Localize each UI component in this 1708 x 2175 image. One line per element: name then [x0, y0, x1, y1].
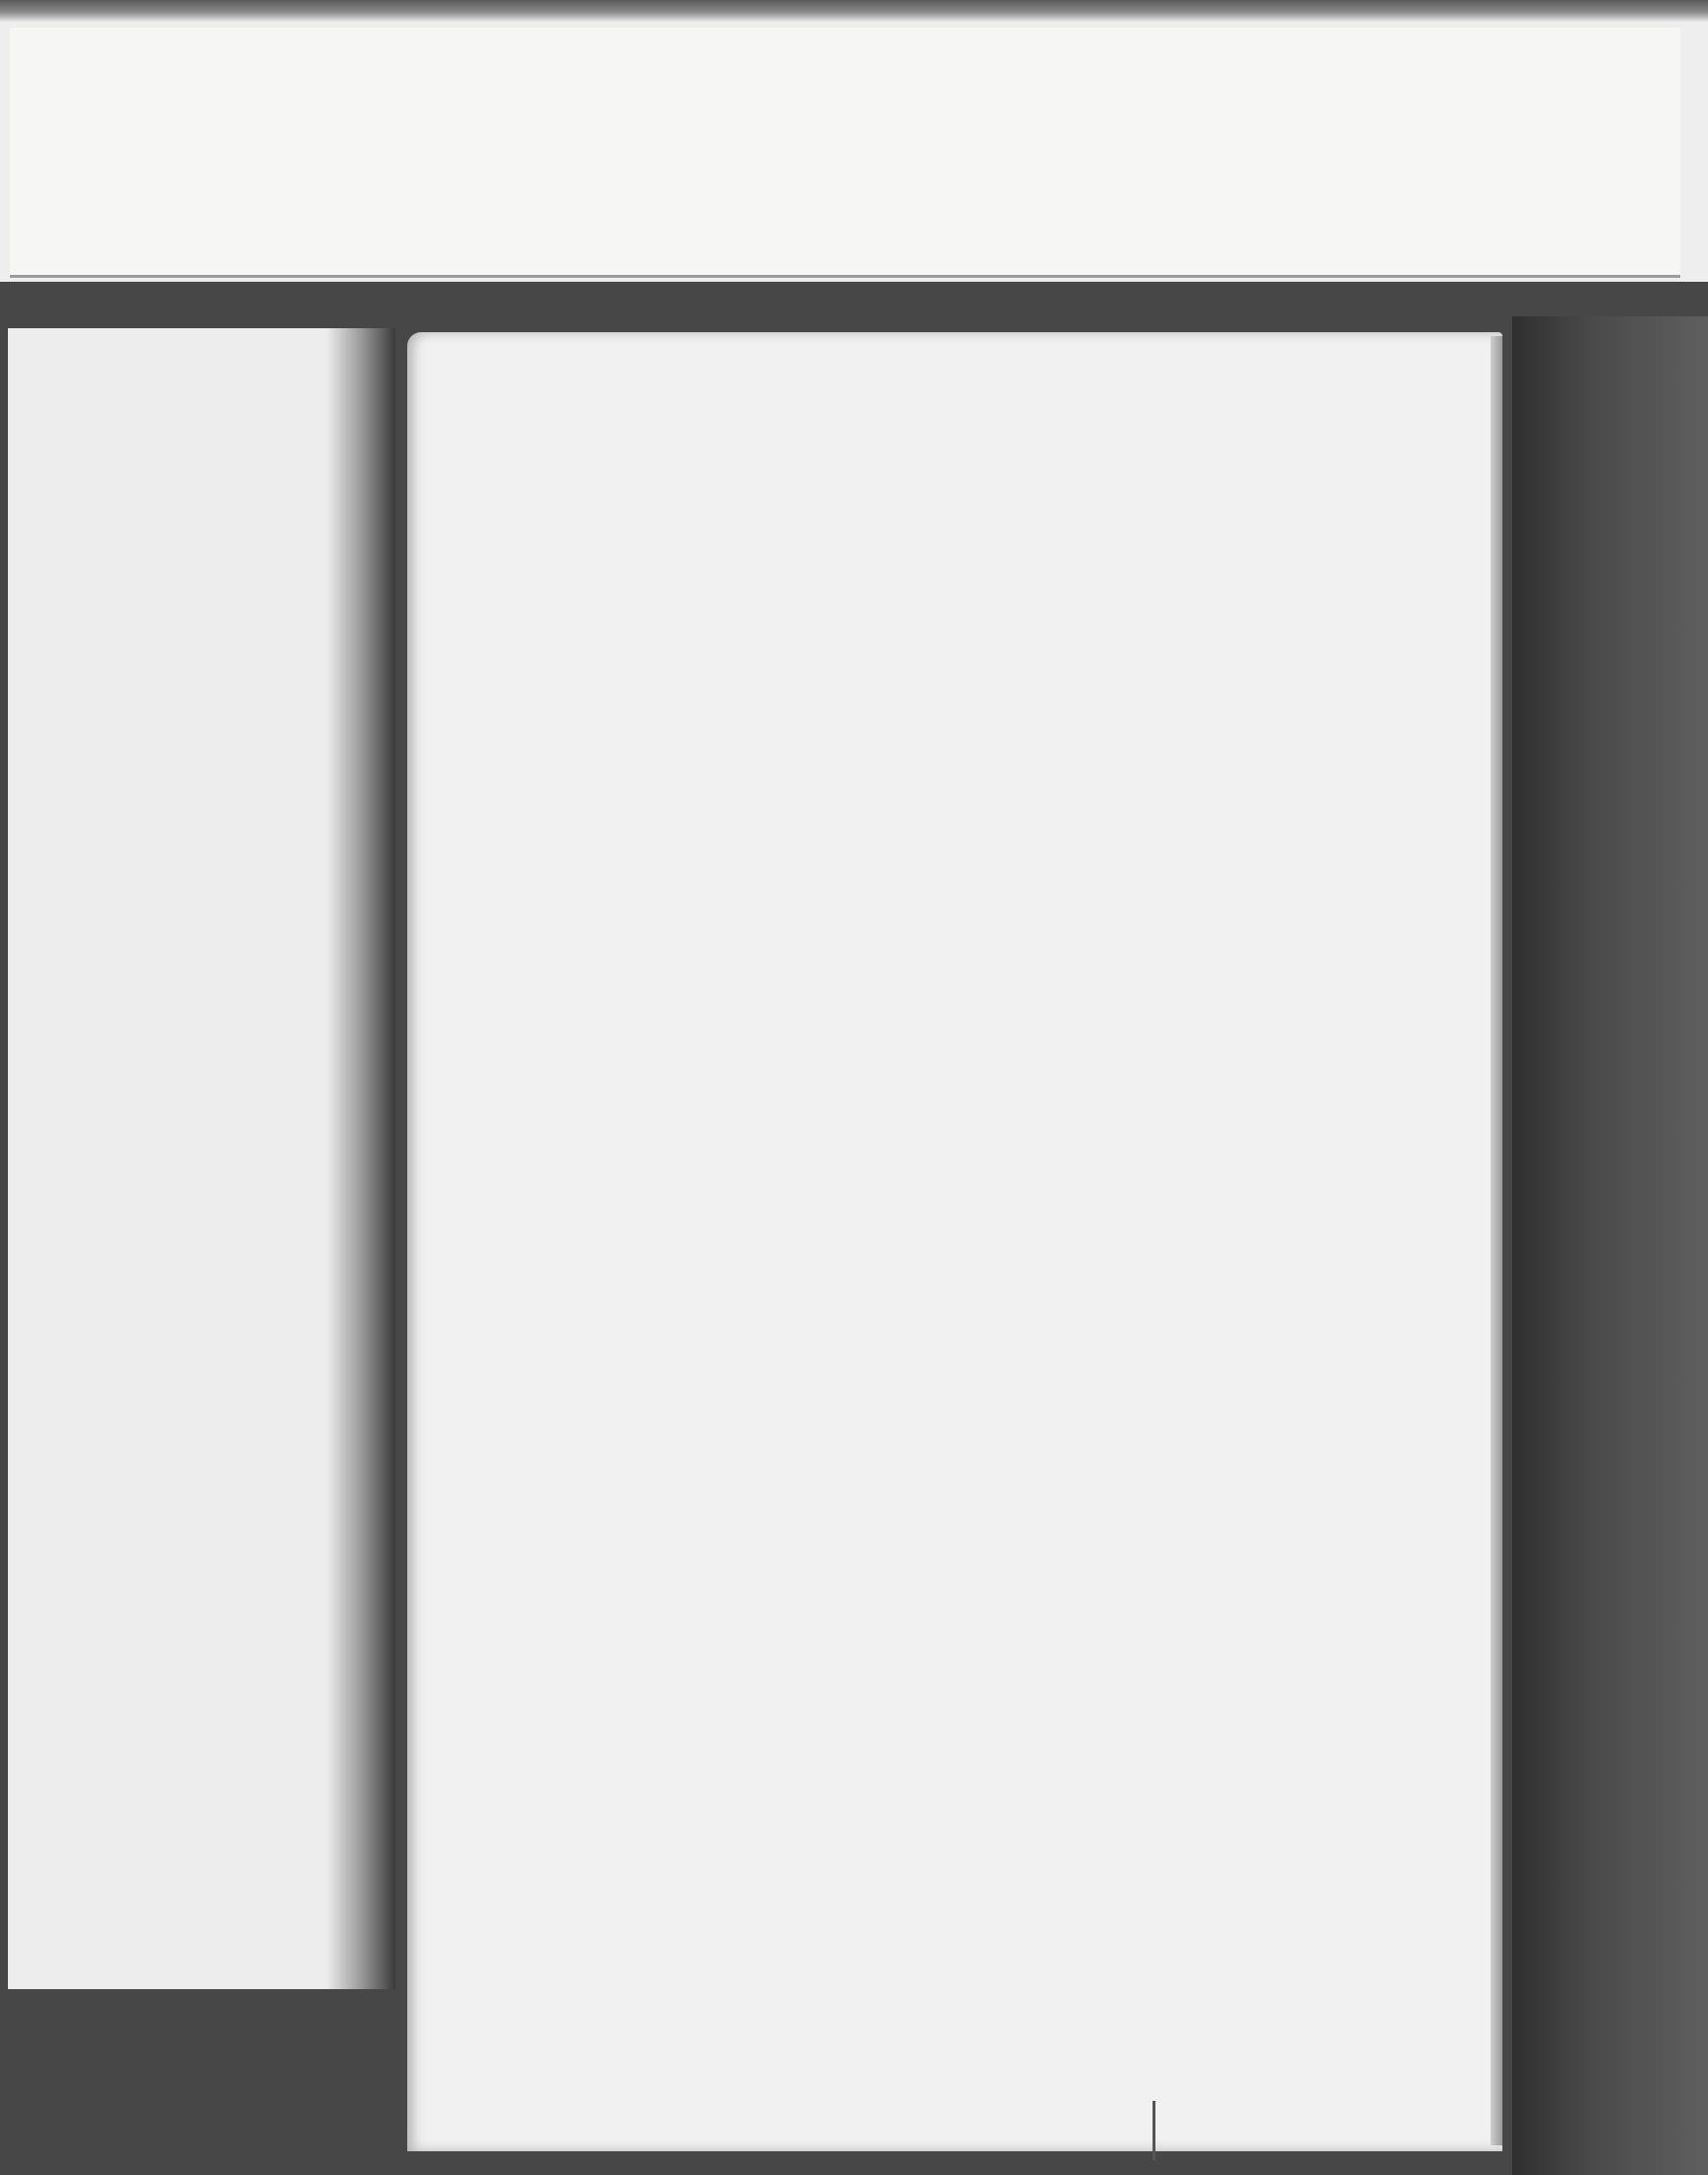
left-page	[8, 328, 395, 1989]
page-edge	[1491, 336, 1502, 2145]
page-shadow	[1512, 316, 1708, 2175]
archive-label	[10, 28, 1680, 278]
scan-mark	[1153, 2101, 1155, 2160]
book-gutter	[326, 328, 395, 1989]
right-page	[407, 332, 1502, 2151]
scan-top-edge	[0, 0, 1708, 22]
